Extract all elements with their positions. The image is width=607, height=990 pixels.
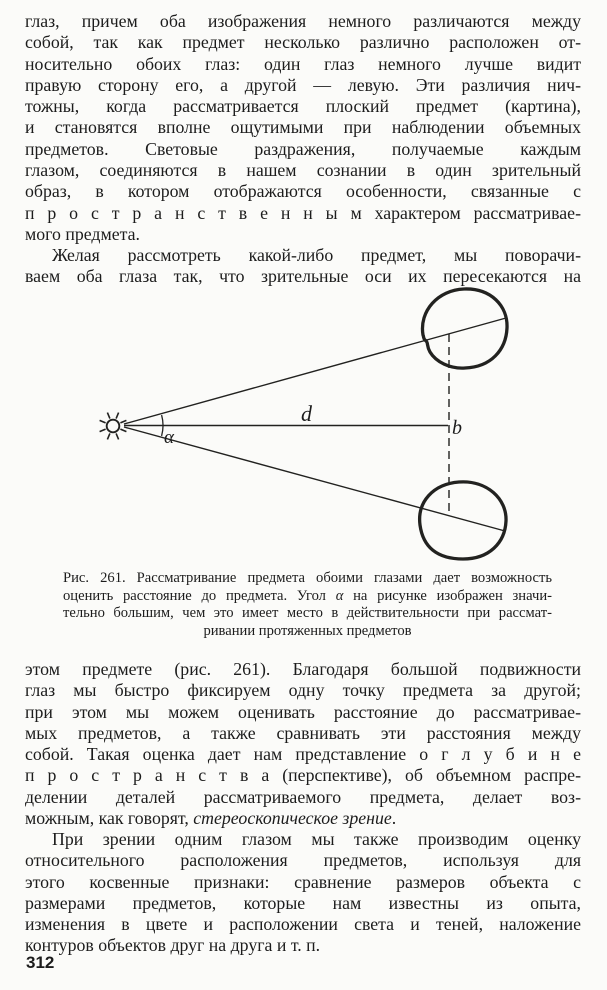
- top-eye-shape: [422, 289, 507, 368]
- text-line: изменения в цвете и расположении света и теней, наложение: [25, 914, 581, 935]
- text-line: размерами предметов, которые нам известны из опыта,: [25, 892, 581, 913]
- text-line: мого предмета.: [25, 223, 140, 244]
- text-line: и становятся вполне ощутимыми при наблюдении объемных: [25, 117, 581, 138]
- text-line: собой, так как предмет несколько различно расположен от-: [25, 32, 581, 53]
- text-line: глаз мы быстро фиксируем одну точку предмета за другой;: [25, 680, 581, 701]
- figure-caption: [63, 570, 552, 640]
- text-line: Рис. 261. Рассматривание предмета обоими глазами дает возможность: [63, 570, 552, 586]
- text-line: Желая рассмотреть какой-либо предмет, мы поворачи-: [52, 245, 581, 265]
- text-line: ривании протяженных предметов: [203, 622, 412, 639]
- text-line: глаз, причем оба изображения немного различаются между: [25, 11, 581, 31]
- light-source-star-icon: [100, 413, 127, 440]
- bottom-eye-shape: [420, 482, 506, 559]
- text-line: носительно обоих глаз: один глаз немного лучше видит: [25, 53, 581, 74]
- text-line: этого косвенные признаки: сравнение размеров объекта с: [25, 871, 581, 892]
- page-number: 312: [26, 953, 55, 972]
- text-line: контуров объектов друг на друга и т. п.: [25, 935, 321, 956]
- text-line: этом предмете (рис. 261). Благодаря большой подвижности: [25, 659, 581, 679]
- text-line: оценить расстояние до предмета. Угол α на рисунке изображен значи-: [63, 587, 552, 604]
- text-line: собой. Такая оценка дает нам представление о г л у б и н е: [25, 744, 581, 765]
- text-line: При зрении одним глазом мы также производим оценку: [52, 829, 581, 849]
- paragraph-before-figure: [25, 245, 581, 288]
- text-line: тельно большим, чем это имеет место в действительности при рассмат-: [63, 605, 552, 622]
- text-line: при этом мы можем оценивать расстояние до рассматривае-: [25, 701, 581, 722]
- paragraph-after-figure: [25, 659, 581, 829]
- figure-261-eye-diagram: [0, 287, 607, 569]
- paragraph-monocular-vision: [25, 829, 581, 957]
- distance-d-label: d: [301, 401, 312, 426]
- upper-visual-axis-line: [124, 318, 506, 424]
- text-line: глазом, соединяются в нашем сознании в один зрительный: [25, 160, 581, 181]
- text-line: делении деталей рассматриваемого предмета, делает воз-: [25, 786, 581, 807]
- text-line: мых предметов, а также сравнивать эти расстояния между: [25, 722, 581, 743]
- text-line: предметов. Световые раздражения, получаемые каждым: [25, 138, 581, 159]
- text-line: ваем оба глаза так, что зрительные оси их пересекаются на: [25, 266, 581, 287]
- text-line: образ, в котором отображаются особенности, связанные с: [25, 181, 581, 202]
- emphasized-text: α: [335, 587, 344, 604]
- paragraph-continuation: [25, 11, 581, 245]
- text-line: тожны, когда рассматривается плоский предмет (картина),: [25, 96, 581, 117]
- text-line: можным, как говорят, стереоскопическое зрение.: [25, 808, 397, 829]
- text-line: п р о с т р а н с т в е н н ы м характером рассматривае-: [25, 202, 581, 223]
- angle-alpha-label: α: [164, 427, 174, 448]
- text-line: п р о с т р а н с т в а (перспективе), об объемном распре-: [25, 765, 581, 786]
- lower-visual-axis-line: [124, 427, 505, 531]
- text-line: правую сторону его, а другой — левую. Эти различия нич-: [25, 74, 581, 95]
- emphasized-text: стереоскопическое зрение: [193, 808, 392, 829]
- text-line: относительного расположения предметов, используя для: [25, 850, 581, 871]
- base-b-label: b: [452, 417, 462, 439]
